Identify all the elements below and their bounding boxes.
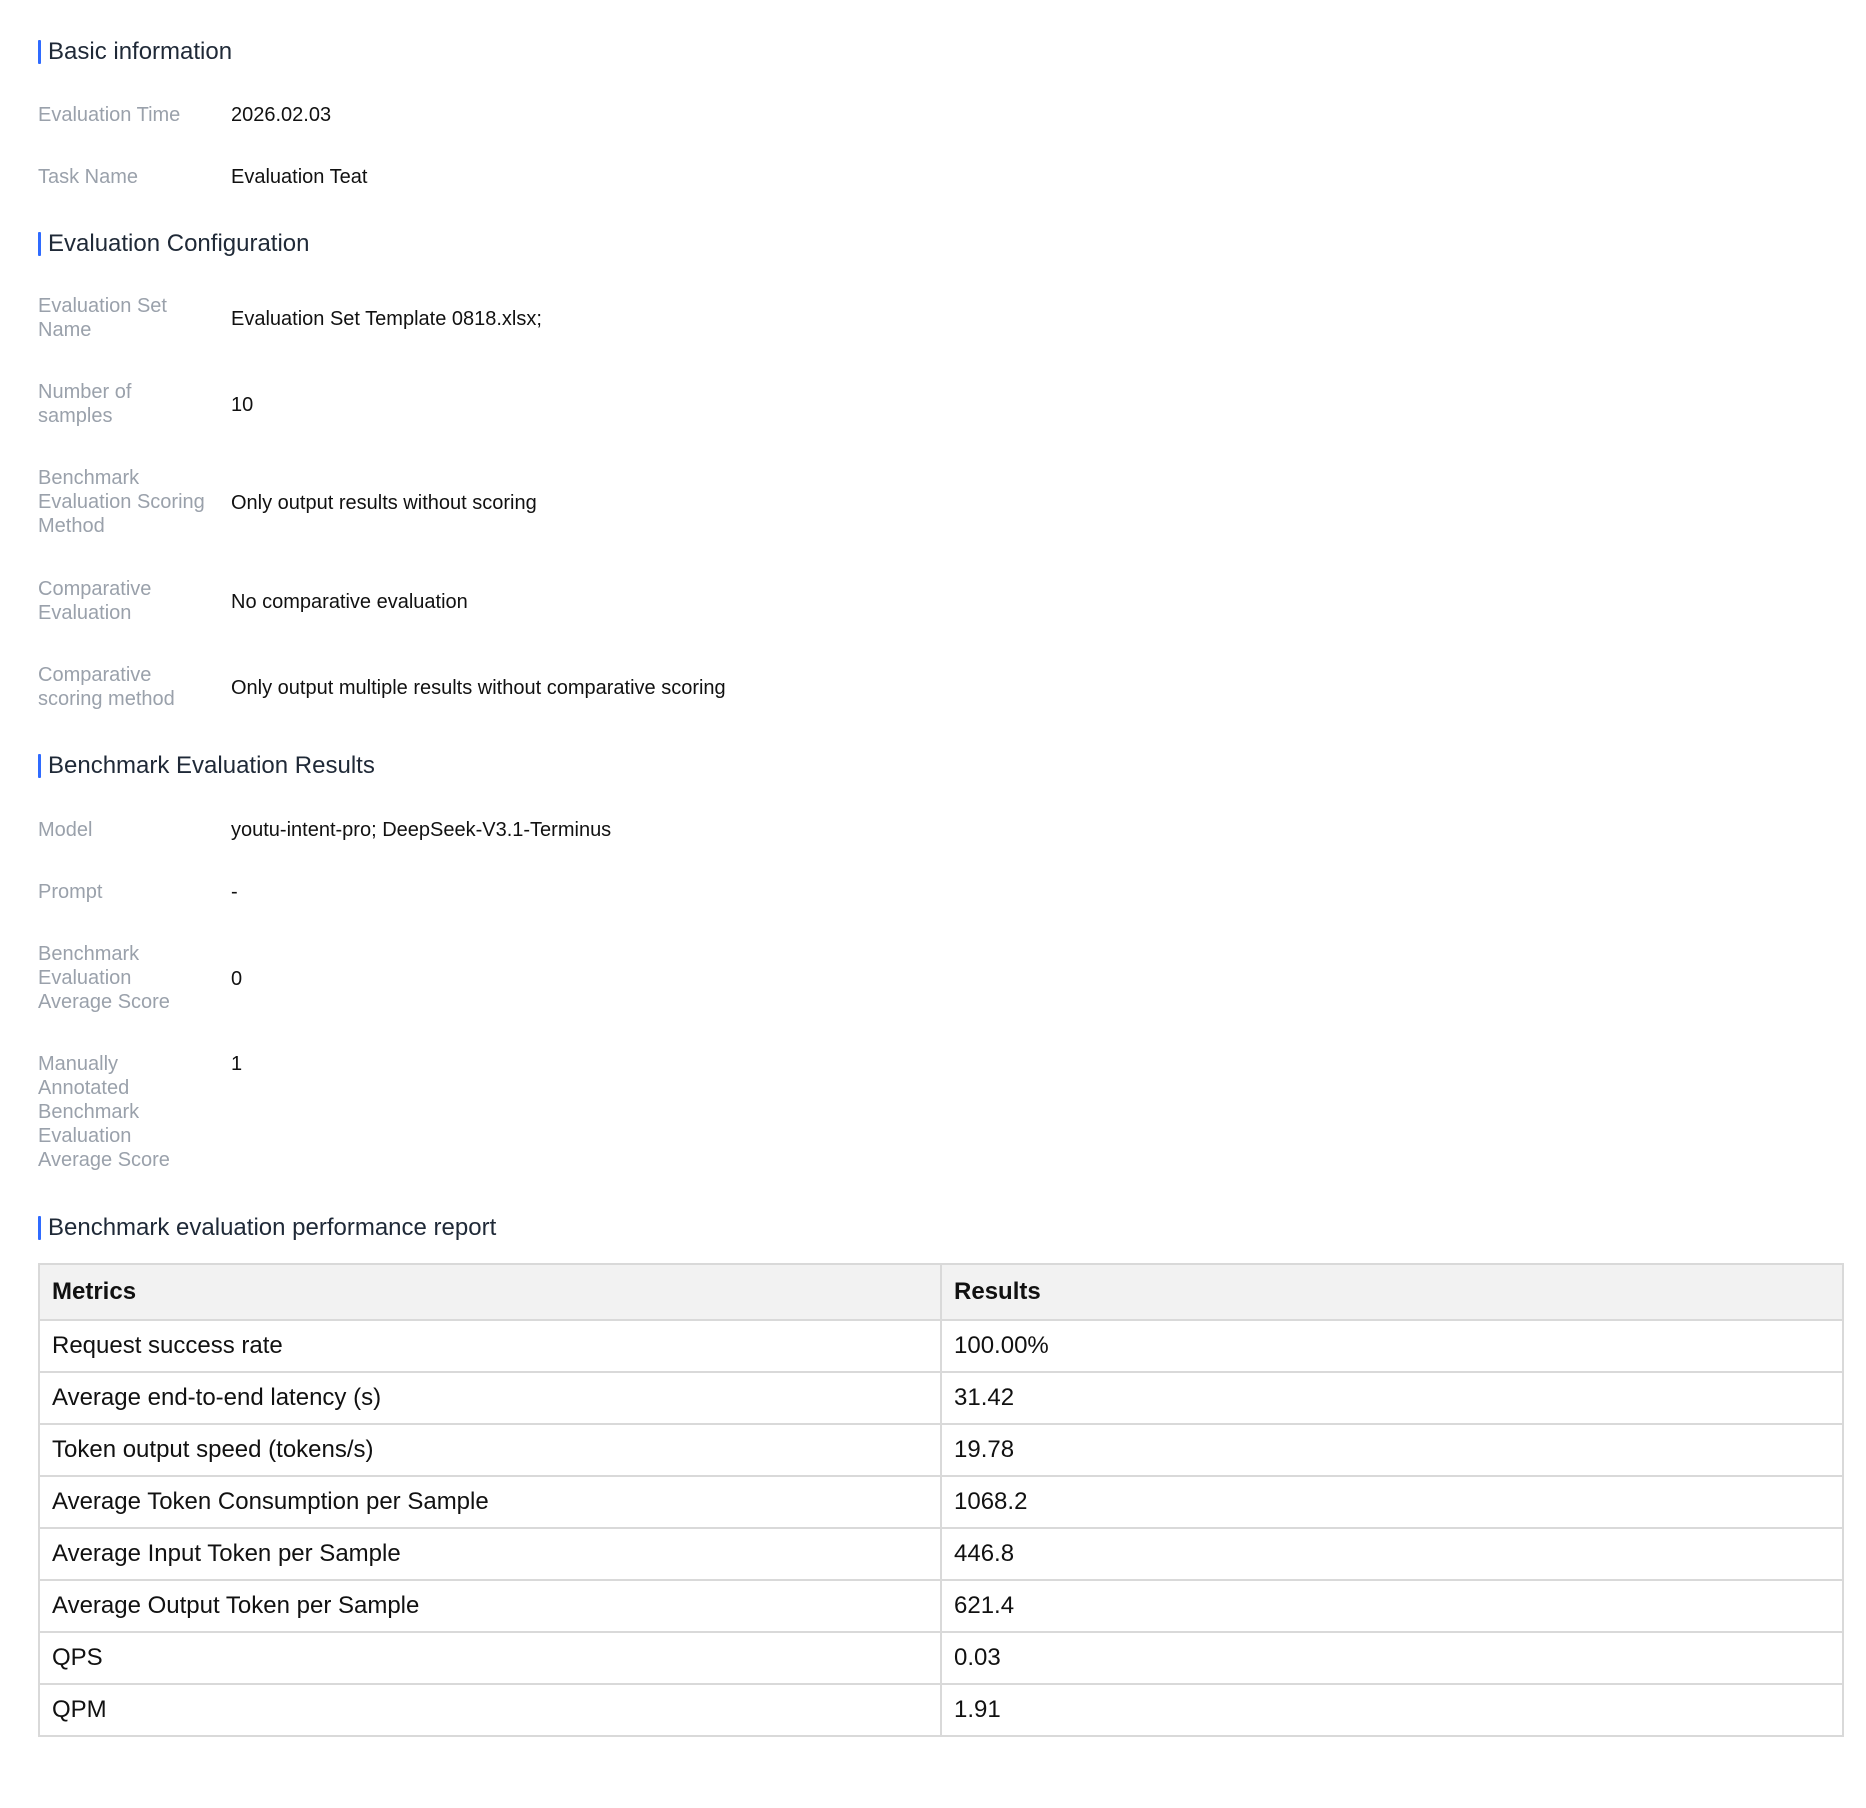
- field-label: Prompt: [38, 881, 103, 903]
- table-row: [39, 1320, 1843, 1372]
- field-value: Evaluation Teat: [231, 166, 368, 188]
- section-accent-bar: [38, 754, 41, 778]
- field-value: Only output multiple results without comparative scoring: [231, 677, 726, 699]
- field-value: 1: [231, 1053, 243, 1075]
- field-label: Evaluation Time: [38, 104, 181, 126]
- metric-cell: Token output speed (tokens/s): [39, 1424, 941, 1476]
- field-value: 0: [231, 968, 243, 990]
- field-value: -: [231, 881, 238, 903]
- field-label: Number of samples: [38, 381, 132, 427]
- field-label: Comparative Evaluation: [38, 578, 152, 624]
- field-value: 10: [231, 394, 254, 416]
- table-row: [39, 1528, 1843, 1580]
- section-title-text: Benchmark Evaluation Results: [48, 752, 375, 779]
- metric-cell: Average end-to-end latency (s): [39, 1372, 941, 1424]
- field-label: Benchmark Evaluation Average Score: [38, 943, 170, 1013]
- result-cell: 0.03: [941, 1632, 1843, 1684]
- section-benchmark-evaluation-results: [38, 751, 375, 781]
- performance-table: [38, 1263, 1844, 1737]
- metric-cell: QPM: [39, 1684, 941, 1736]
- field-label: Manually Annotated Benchmark Evaluation Average Score: [38, 1053, 170, 1171]
- metric-cell: Average Input Token per Sample: [39, 1528, 941, 1580]
- section-performance-report: [38, 1213, 496, 1243]
- field-label: Benchmark Evaluation Scoring Method: [38, 467, 205, 537]
- section-title-text: Evaluation Configuration: [48, 230, 310, 257]
- result-cell: 31.42: [941, 1372, 1843, 1424]
- field-label: Evaluation Set Name: [38, 295, 167, 341]
- table-header-row: [39, 1264, 1843, 1320]
- field-label: Task Name: [38, 166, 139, 188]
- result-cell: 621.4: [941, 1580, 1843, 1632]
- table-row: [39, 1684, 1843, 1736]
- result-cell: 446.8: [941, 1528, 1843, 1580]
- result-cell: 19.78: [941, 1424, 1843, 1476]
- section-accent-bar: [38, 1216, 41, 1240]
- field-value: No comparative evaluation: [231, 591, 468, 613]
- field-value: Only output results without scoring: [231, 492, 537, 514]
- table-row: [39, 1372, 1843, 1424]
- field-label: Comparative scoring method: [38, 664, 175, 710]
- field-value: 2026.02.03: [231, 104, 332, 126]
- result-cell: 1068.2: [941, 1476, 1843, 1528]
- section-title-text: Basic information: [48, 38, 233, 65]
- column-header-metrics: Metrics: [39, 1264, 941, 1320]
- field-label: Model: [38, 819, 93, 841]
- section-title-text: Benchmark evaluation performance report: [48, 1214, 497, 1241]
- table-row: [39, 1476, 1843, 1528]
- section-evaluation-configuration: [38, 229, 310, 259]
- result-cell: 1.91: [941, 1684, 1843, 1736]
- field-value: Evaluation Set Template 0818.xlsx;: [231, 308, 542, 330]
- table-row: [39, 1580, 1843, 1632]
- metric-cell: Request success rate: [39, 1320, 941, 1372]
- metric-cell: QPS: [39, 1632, 941, 1684]
- result-cell: 100.00%: [941, 1320, 1843, 1372]
- field-value: youtu-intent-pro; DeepSeek-V3.1-Terminus: [231, 819, 612, 841]
- table-row: [39, 1632, 1843, 1684]
- table-row: [39, 1424, 1843, 1476]
- section-accent-bar: [38, 232, 41, 256]
- section-accent-bar: [38, 40, 41, 64]
- section-basic-information: [38, 37, 232, 67]
- metric-cell: Average Output Token per Sample: [39, 1580, 941, 1632]
- metric-cell: Average Token Consumption per Sample: [39, 1476, 941, 1528]
- column-header-results: Results: [941, 1264, 1843, 1320]
